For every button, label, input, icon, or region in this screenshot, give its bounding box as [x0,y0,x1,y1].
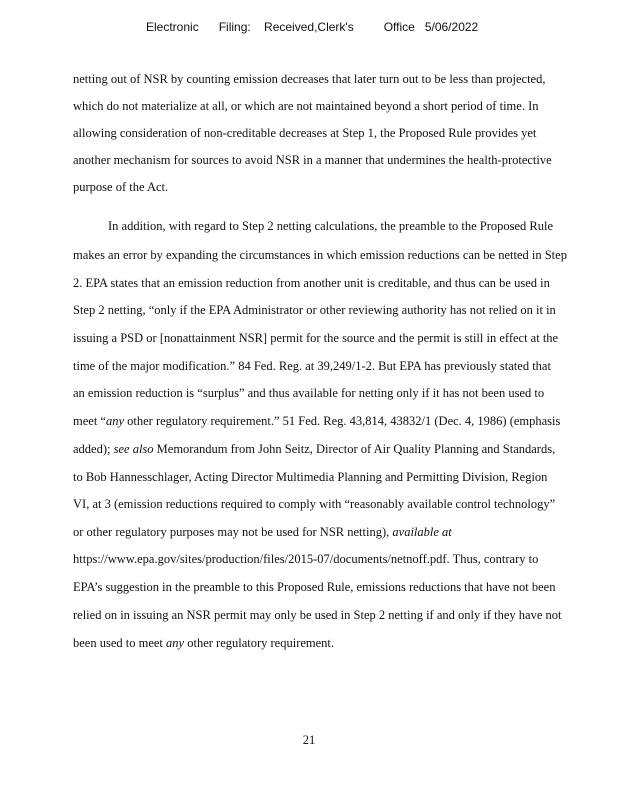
body-line: added); see also Memorandum from John Seitz, Director of Air Quality Planning and Standards, [73,442,556,456]
body-line: VI, at 3 (emission reductions required to comply with “reasonably available control technology” [73,497,556,511]
body-line: 2. EPA states that an emission reduction from another unit is creditable, and thus can be used in [73,276,550,290]
body-line: Step 2 netting, “only if the EPA Administrator or other reviewing authority has not relied on it in [73,303,556,317]
electronic-filing-header: Electronic Filing: Received,Clerk's Office 5/06/2022 [146,20,479,34]
page-number: 21 [302,733,316,747]
body-line: In addition, with regard to Step 2 netting calculations, the preamble to the Proposed Rule [108,219,554,233]
body-line: which do not materialize at all, or which are not maintained beyond a short period of time. In [73,99,539,113]
body-line: relied on in issuing an NSR permit may only be used in Step 2 netting if and only if they have not [73,608,562,622]
body-line: purpose of the Act. [73,180,169,194]
body-line: another mechanism for sources to avoid NSR in a manner that undermines the health-protective [73,153,552,167]
body-line: or other regulatory purposes may not be used for NSR netting), available at [73,525,452,539]
body-line: allowing consideration of non-creditable decreases at Step 1, the Proposed Rule provides yet [73,126,537,140]
body-line: issuing a PSD or [nonattainment NSR] permit for the source and the permit is still in effect at the [73,331,559,345]
body-line: meet “any other regulatory requirement.” 51 Fed. Reg. 43,814, 43832/1 (Dec. 4, 1986) (emphasis [73,414,561,428]
body-line: netting out of NSR by counting emission decreases that later turn out to be less than projected, [73,72,546,86]
body-line: makes an error by expanding the circumstances in which emission reductions can be netted in Step [73,248,567,262]
body-line: been used to meet any other regulatory requirement. [73,636,335,650]
body-line: EPA’s suggestion in the preamble to this Proposed Rule, emissions reductions that have not been [73,580,556,594]
body-line: an emission reduction is “surplus” and thus available for netting only if it has not been used to [73,386,545,400]
body-line: time of the major modification.” 84 Fed. Reg. at 39,249/1-2. But EPA has previously stated that [73,359,551,373]
body-line: https://www.epa.gov/sites/production/files/2015-07/documents/netnoff.pdf. Thus, contrary to [73,552,539,566]
body-line: to Bob Hannesschlager, Acting Director Multimedia Planning and Permitting Division, Region [73,470,548,484]
